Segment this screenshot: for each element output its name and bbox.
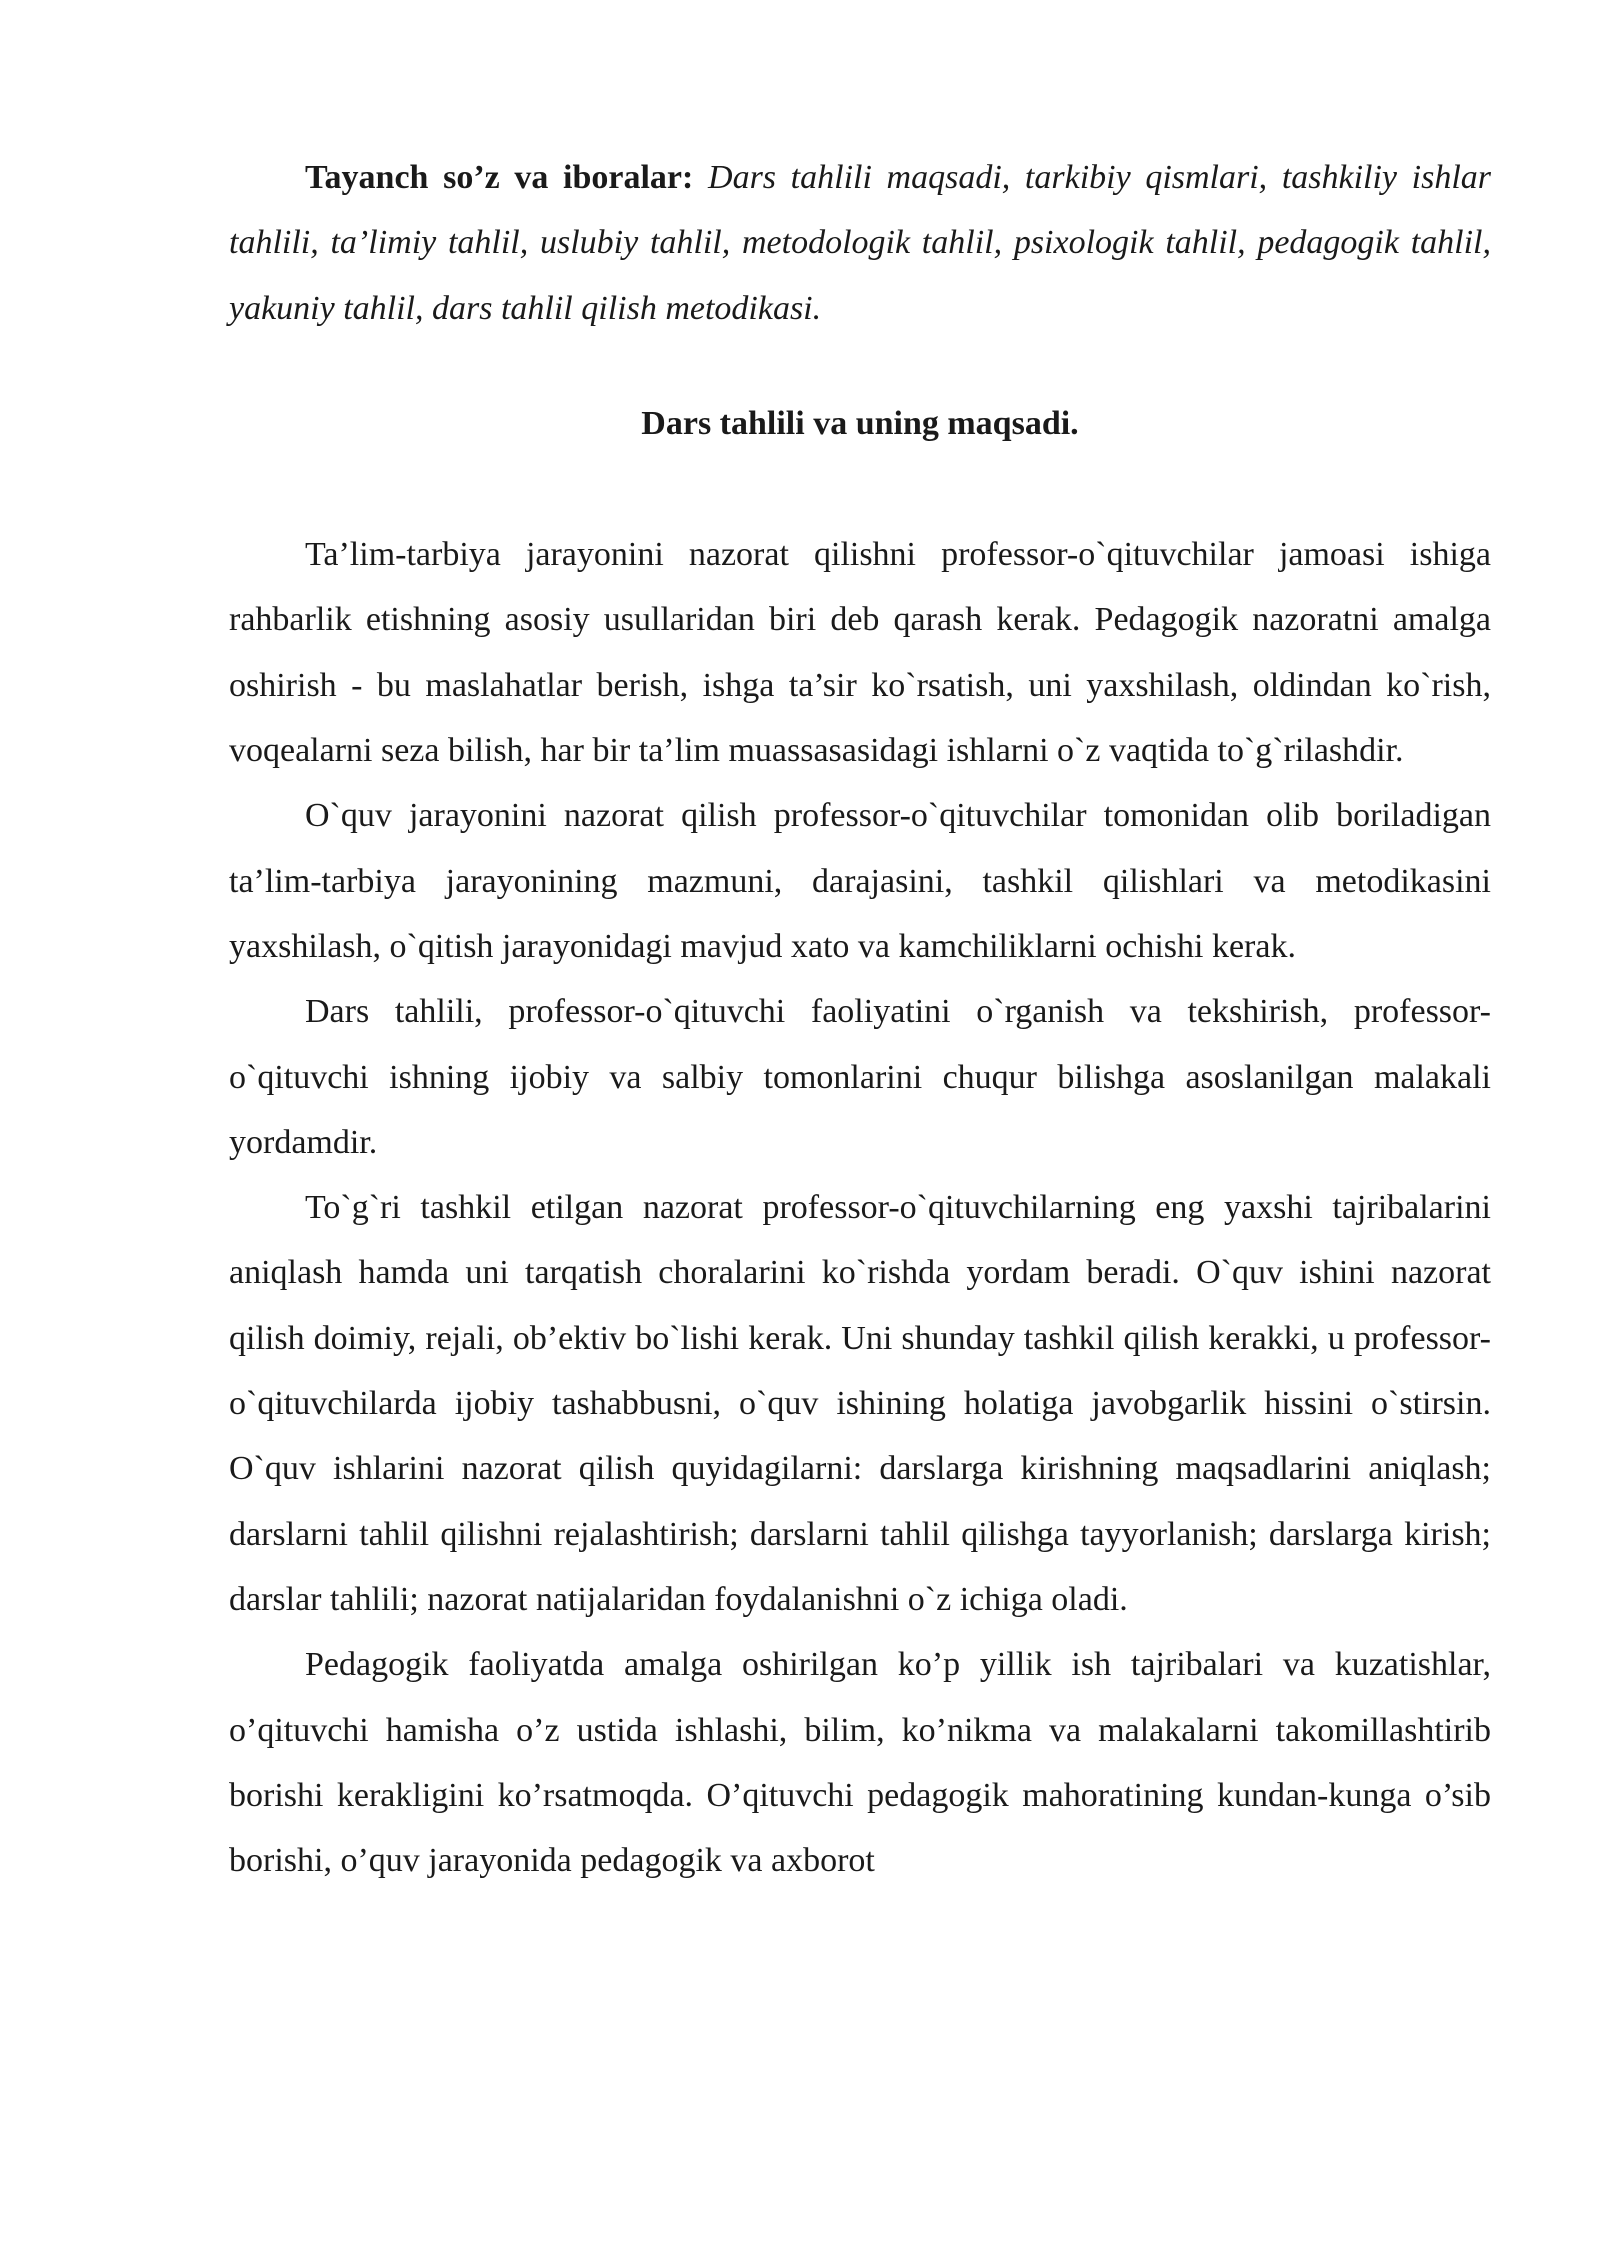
document-page [229, 145, 1491, 1893]
body-paragraph: To`g`ri tashkil etilgan nazorat professor-o`qituvchilarning eng yaxshi tajribalarini aniqlash hamda uni tarqatish choralarini ko`rishda yordam beradi. O`quv ishini nazorat qilish doimiy, rejali, ob’ektiv bo`lishi kerak. Uni shunday tashkil qilish kerakki, u professor-o`qituvchilarda ijobiy tashabbusni, o`quv ishining holatiga javobgarlik hissini o`stirsin. O`quv ishlarini nazorat qilish quyidagilarni: darslarga kirishning maqsadlarini aniqlash; darslarni tahlil qilishni rejalashtirish; darslarni tahlil qilishga tayyorlanish; darslarga kirish; darslar tahlili; nazorat natijalaridan foydalanishni o`z ichiga oladi. [229, 1189, 1491, 1618]
keywords-paragraph [229, 145, 1491, 341]
body-paragraph: O`quv jarayonini nazorat qilish professor-o`qituvchilar tomonidan olib boriladigan ta’lim-tarbiya jarayonining mazmuni, darajasini, tashkil qilishlari va metodikasini yaxshilash, o`qitish jarayonidagi mavjud xato va kamchiliklarni ochishi kerak. [229, 797, 1491, 965]
body-paragraph: Pedagogik faoliyatda amalga oshirilgan ko’p yillik ish tajribalari va kuzatishlar, o’qituvchi hamisha o’z ustida ishlashi, bilim, ko’nikma va malakalarni takomillashtirib borishi kerakligini ko’rsatmoqda. O’qituvchi pedagogik mahoratining kundan-kunga o’sib borishi, o’quv jarayonida pedagogik va axborot [229, 1646, 1491, 1880]
body-paragraph: Ta’lim-tarbiya jarayonini nazorat qilishni professor-o`qituvchilar jamoasi ishiga rahbarlik etishning asosiy usullaridan biri deb qarash kerak. Pedagogik nazoratni amalga oshirish - bu maslahatlar berish, ishga ta’sir ko`rsatish, uni yaxshilash, oldindan ko`rish, voqealarni seza bilish, har bir ta’lim muassasasidagi ishlarni o`z vaqtida to`g`rilashdir. [229, 536, 1491, 770]
body-paragraph: Dars tahlili, professor-o`qituvchi faoliyatini o`rganish va tekshirish, professor-o`qituvchi ishning ijobiy va salbiy tomonlarini chuqur bilishga asoslanilgan malakali yordamdir. [229, 993, 1491, 1161]
keywords-label: Tayanch so’z va iboralar: [305, 159, 694, 196]
section-heading: Dars tahlili va uning maqsadi. [641, 404, 1079, 442]
keywords-list: Dars tahlili maqsadi, tarkibiy qismlari, tashkiliy ishlar tahlili, ta’limiy tahlil, uslubiy tahlil, metodologik tahlil, psixologik tahlil, pedagogik tahlil, yakuniy tahlil, dars tahlil qilish metodikasi. [229, 159, 1492, 327]
